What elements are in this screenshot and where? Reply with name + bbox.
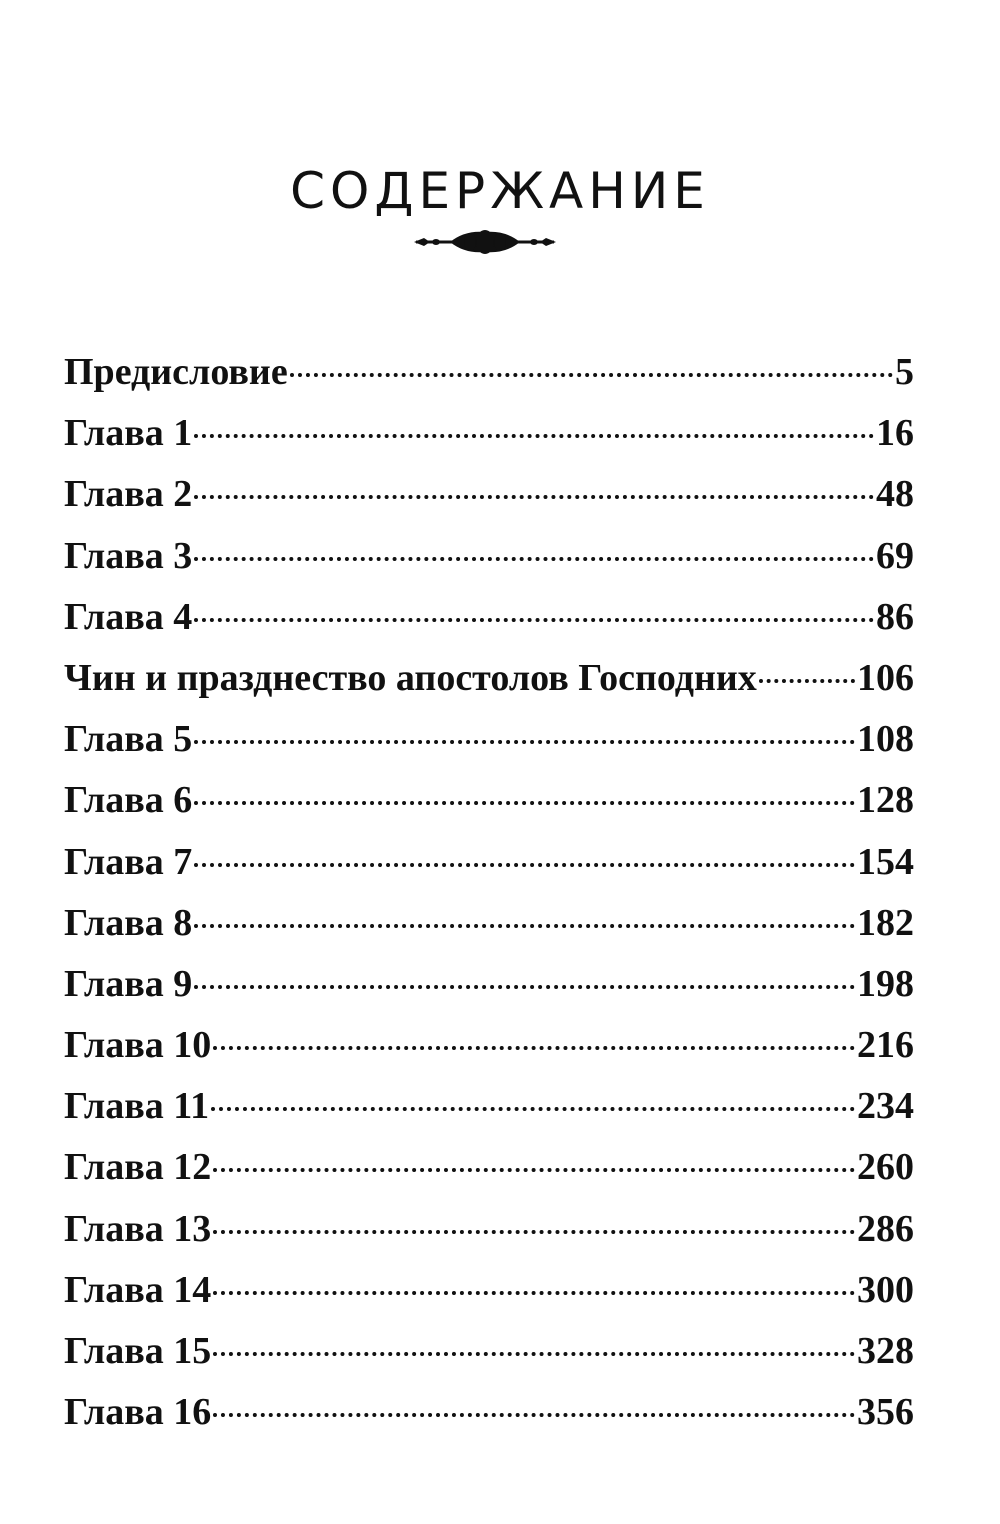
toc-entry-page-number: 356 <box>857 1391 914 1434</box>
dot-leader <box>194 740 855 744</box>
toc-entry-page-number: 128 <box>857 779 914 822</box>
toc-entry-label: Предисловие <box>64 351 288 393</box>
toc-entry-page-number: 286 <box>857 1207 914 1250</box>
toc-entry-label: Глава 6 <box>64 779 193 822</box>
toc-entry-page-number: 234 <box>857 1085 914 1128</box>
decorative-flourish-icon <box>410 222 560 262</box>
dot-leader <box>213 1291 855 1295</box>
dot-leader <box>194 863 855 867</box>
toc-entry-page-number: 182 <box>857 901 914 944</box>
toc-entry[interactable] <box>64 1145 914 1206</box>
toc-entry[interactable] <box>64 901 914 962</box>
dot-leader <box>213 1230 855 1234</box>
toc-entry-page-number: 106 <box>857 656 914 699</box>
toc-entry[interactable] <box>64 534 914 595</box>
dot-leader <box>194 985 855 989</box>
toc-entry[interactable] <box>64 656 914 717</box>
toc-entry-label: Глава 15 <box>64 1330 212 1372</box>
toc-entry-label: Глава 7 <box>64 840 193 883</box>
dot-leader <box>194 801 855 805</box>
toc-entry-label: Глава 3 <box>64 534 193 577</box>
toc-entry-page-number: 5 <box>895 351 914 393</box>
dot-leader <box>213 1046 855 1050</box>
dot-leader <box>213 1168 855 1172</box>
dot-leader <box>213 1413 855 1417</box>
toc-entry-label: Глава 13 <box>64 1207 212 1250</box>
toc-entry-page-number: 48 <box>876 473 914 516</box>
toc-entry[interactable] <box>64 595 914 656</box>
toc-entry-label: Глава 16 <box>64 1391 212 1434</box>
toc-entry-label: Глава 9 <box>64 962 193 1005</box>
toc-entry[interactable] <box>64 1084 914 1145</box>
toc-entry[interactable] <box>64 1329 914 1390</box>
toc-entry[interactable] <box>64 1023 914 1084</box>
dot-leader <box>759 679 855 683</box>
toc-entry-page-number: 216 <box>857 1024 914 1067</box>
toc-entry-page-number: 198 <box>857 962 914 1005</box>
toc-entry-page-number: 86 <box>876 595 914 638</box>
dot-leader <box>194 557 874 561</box>
dot-leader <box>194 495 874 499</box>
toc-entry[interactable] <box>64 962 914 1023</box>
page-title: СОДЕРЖАНИЕ <box>290 161 710 220</box>
dot-leader <box>194 434 874 438</box>
toc-entry-label: Глава 10 <box>64 1024 212 1067</box>
toc-entry-label: Глава 8 <box>64 901 193 944</box>
toc-entry-label: Глава 5 <box>64 718 193 761</box>
toc-entry-page-number: 16 <box>876 412 914 455</box>
toc-entry[interactable] <box>64 840 914 901</box>
toc-entry-label: Глава 2 <box>64 473 193 516</box>
toc-entry[interactable] <box>64 1268 914 1329</box>
toc-entry[interactable] <box>64 778 914 839</box>
toc-entry[interactable] <box>64 350 914 411</box>
toc-entry-label: Глава 14 <box>64 1268 212 1311</box>
toc-entry[interactable] <box>64 1390 914 1451</box>
toc-entry-page-number: 69 <box>876 534 914 577</box>
toc-entry[interactable] <box>64 472 914 533</box>
toc-entry-label: Глава 11 <box>64 1085 210 1128</box>
dot-leader <box>194 924 855 928</box>
toc-entry-page-number: 154 <box>857 840 914 883</box>
toc-entry-page-number: 260 <box>857 1146 914 1189</box>
toc-entry-label: Глава 4 <box>64 595 193 638</box>
toc-entry-label: Чин и празднество апостолов Господних <box>64 656 757 699</box>
toc-entry[interactable] <box>64 411 914 472</box>
toc-entry-label: Глава 1 <box>64 412 193 455</box>
toc-entry-page-number: 300 <box>857 1268 914 1311</box>
dot-leader <box>211 1107 855 1111</box>
dot-leader <box>194 618 874 622</box>
toc-entry[interactable] <box>64 1207 914 1268</box>
toc-entry[interactable] <box>64 717 914 778</box>
dot-leader <box>213 1352 855 1356</box>
table-of-contents <box>64 350 914 1451</box>
toc-entry-page-number: 328 <box>857 1330 914 1372</box>
dot-leader <box>290 373 893 377</box>
toc-entry-page-number: 108 <box>857 718 914 761</box>
toc-entry-label: Глава 12 <box>64 1146 212 1189</box>
